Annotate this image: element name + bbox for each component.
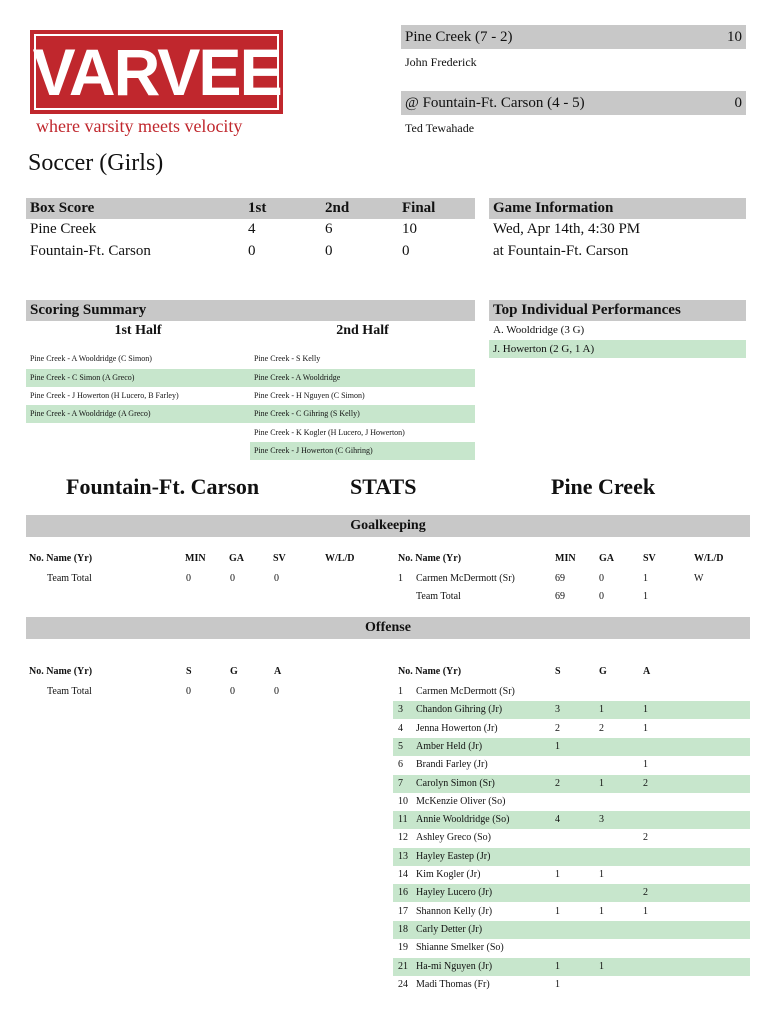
off-total-a: 0 [274, 686, 279, 697]
gk-col-ga: GA [229, 553, 244, 564]
player-name: Chandon Gihring (Jr) [416, 704, 503, 716]
goal-entry: Pine Creek - K Kogler (H Lucero, J Howerton) [254, 428, 405, 437]
gk-col-ga: GA [599, 553, 614, 564]
player-assists: 2 [643, 887, 648, 899]
first-half-title: 1st Half [114, 323, 162, 338]
game-info-header: Game Information [489, 198, 746, 219]
table-row [393, 958, 750, 976]
gk-player-ga: 0 [599, 573, 604, 584]
off-col-g: G [230, 666, 238, 677]
player-name: Carolyn Simon (Sr) [416, 777, 495, 789]
table-row [393, 683, 750, 701]
table-row [393, 829, 750, 847]
goal-entry: Pine Creek - J Howerton (C Gihring) [250, 442, 475, 460]
player-number: 18 [398, 923, 408, 935]
top-performances-header: Top Individual Performances [489, 300, 746, 321]
goal-entry: Pine Creek - A Wooldridge (C Simon) [30, 354, 152, 363]
table-row [393, 720, 750, 738]
team-score: 10 [727, 28, 742, 45]
goalkeeping-section-header: Goalkeeping [26, 515, 750, 537]
home-team-stats-title: Pine Creek [551, 474, 656, 499]
player-goals: 1 [599, 905, 604, 917]
off-total-name: Team Total [47, 686, 92, 697]
player-number: 4 [398, 722, 403, 734]
player-number: 24 [398, 978, 408, 990]
game-location: at Fountain-Ft. Carson [493, 243, 629, 259]
player-shots: 1 [555, 978, 560, 990]
stats-title: STATS [350, 474, 417, 499]
player-assists: 1 [643, 722, 648, 734]
gk-col-sv: SV [273, 553, 286, 564]
gk-total-ga: 0 [230, 573, 235, 584]
table-row [393, 848, 750, 866]
player-name: Shannon Kelly (Jr) [416, 905, 493, 917]
gk-col-name: No. Name (Yr) [29, 553, 93, 564]
goal-entry: Pine Creek - A Wooldridge [250, 369, 475, 387]
gk-total-ga: 0 [599, 591, 604, 602]
table-row [393, 701, 750, 719]
performance-item: A. Wooldridge (3 G) [493, 324, 585, 336]
player-shots: 1 [555, 740, 560, 752]
player-name: Kim Kogler (Jr) [416, 869, 481, 880]
player-number: 10 [398, 795, 408, 807]
goal-entry: Pine Creek - C Gihring (S Kelly) [250, 405, 475, 423]
box-score-row [26, 243, 475, 264]
gk-player-name: Carmen McDermott (Sr) [416, 573, 515, 584]
second-half-title: 2nd Half [336, 323, 389, 338]
player-number: 1 [398, 686, 403, 697]
half1-score: 4 [248, 221, 256, 237]
team-coach: John Frederick [405, 55, 477, 69]
off-col-a: A [274, 666, 282, 677]
off-col-a: A [643, 666, 651, 677]
table-row [393, 884, 750, 902]
gk-col-min: MIN [185, 553, 206, 564]
off-col-s: S [555, 666, 561, 677]
gk-col-sv: SV [643, 553, 656, 564]
player-goals: 2 [599, 722, 604, 734]
final-score: 0 [402, 243, 410, 259]
player-name: Amber Held (Jr) [416, 740, 483, 752]
team-label: Pine Creek (7 - 2) [405, 28, 513, 45]
player-number: 5 [398, 740, 403, 752]
team-label: @ Fountain-Ft. Carson (4 - 5) [405, 94, 585, 111]
away-team-stats-title: Fountain-Ft. Carson [66, 474, 260, 499]
player-name: Carly Detter (Jr) [416, 923, 483, 935]
gk-total-name: Team Total [416, 591, 461, 602]
goal-entry: Pine Creek - H Nguyen (C Simon) [254, 391, 365, 400]
team-score-bar-away [401, 91, 746, 115]
box-score-title: Box Score [30, 200, 95, 216]
player-number: 16 [398, 887, 408, 899]
offense-section-header: Offense [26, 617, 750, 639]
player-number: 6 [398, 759, 403, 771]
team-name: Fountain-Ft. Carson [30, 243, 151, 259]
player-number: 21 [398, 960, 408, 972]
table-row [393, 756, 750, 774]
player-number: 14 [398, 869, 408, 880]
gk-total-sv: 0 [274, 573, 279, 584]
team-score-bar-home [401, 25, 746, 49]
table-row [393, 976, 750, 994]
game-date: Wed, Apr 14th, 4:30 PM [493, 221, 641, 237]
box-score-row [26, 221, 475, 242]
player-name: Hayley Eastep (Jr) [416, 850, 491, 862]
player-name: Brandi Farley (Jr) [416, 759, 488, 771]
player-name: Jenna Howerton (Jr) [416, 722, 498, 734]
goal-entry: Pine Creek - C Simon (A Greco) [26, 369, 250, 387]
col-2nd: 2nd [325, 200, 350, 216]
player-assists: 2 [643, 777, 648, 789]
goal-entry: Pine Creek - S Kelly [254, 354, 321, 363]
off-col-name: No. Name (Yr) [398, 666, 462, 677]
player-number: 11 [398, 814, 408, 826]
gk-total-name: Team Total [47, 573, 92, 584]
player-shots: 1 [555, 960, 560, 972]
table-row [393, 811, 750, 829]
player-assists: 1 [643, 759, 648, 771]
goal-entry: Pine Creek - A Wooldridge (A Greco) [26, 405, 250, 423]
gk-col-wld: W/L/D [325, 553, 355, 564]
player-number: 19 [398, 942, 408, 954]
table-row [393, 903, 750, 921]
table-row [393, 939, 750, 957]
player-name: Madi Thomas (Fr) [416, 978, 490, 990]
team-coach: Ted Tewahade [405, 121, 475, 135]
player-name: Shianne Smelker (So) [416, 942, 504, 954]
player-name: McKenzie Oliver (So) [416, 795, 506, 807]
col-final: Final [402, 200, 436, 216]
player-shots: 2 [555, 777, 560, 789]
varvee-logo[interactable] [30, 30, 283, 114]
half1-score: 0 [248, 243, 256, 259]
col-1st: 1st [248, 200, 267, 216]
player-number: 3 [398, 704, 403, 716]
table-row [393, 775, 750, 793]
player-number: 7 [398, 777, 403, 789]
gk-player-sv: 1 [643, 573, 648, 584]
off-total-s: 0 [186, 686, 191, 697]
gk-player-no: 1 [398, 573, 403, 584]
player-name: Annie Wooldridge (So) [416, 814, 510, 826]
table-row [393, 866, 750, 884]
gk-col-min: MIN [555, 553, 576, 564]
gk-total-sv: 1 [643, 591, 648, 602]
player-name: Carmen McDermott (Sr) [416, 686, 515, 697]
player-shots: 1 [555, 869, 560, 880]
player-name: Ha-mi Nguyen (Jr) [416, 960, 493, 972]
logo-tagline: where varsity meets velocity [36, 116, 243, 136]
table-row [393, 793, 750, 811]
logo-frame [34, 34, 279, 110]
scoring-summary-header: Scoring Summary [26, 300, 475, 321]
player-shots: 4 [555, 814, 560, 826]
team-name: Pine Creek [30, 221, 97, 237]
gk-col-name: No. Name (Yr) [398, 553, 462, 564]
player-shots: 1 [555, 905, 560, 917]
player-goals: 1 [599, 704, 604, 716]
player-number: 13 [398, 850, 408, 862]
player-goals: 1 [599, 777, 604, 789]
logo-wordmark: VARVEE [32, 35, 281, 109]
player-goals: 3 [599, 814, 604, 826]
gk-total-min: 69 [555, 591, 565, 602]
off-col-s: S [186, 666, 192, 677]
player-name: Ashley Greco (So) [416, 832, 491, 844]
player-assists: 1 [643, 905, 648, 917]
player-assists: 2 [643, 832, 648, 844]
off-col-g: G [599, 666, 607, 677]
gk-col-wld: W/L/D [694, 553, 724, 564]
gk-total-min: 0 [186, 573, 191, 584]
final-score: 10 [402, 221, 417, 237]
player-shots: 3 [555, 704, 560, 716]
player-goals: 1 [599, 869, 604, 880]
player-shots: 2 [555, 722, 560, 734]
performance-item: J. Howerton (2 G, 1 A) [489, 340, 746, 358]
half2-score: 0 [325, 243, 333, 259]
player-number: 17 [398, 905, 408, 917]
off-total-g: 0 [230, 686, 235, 697]
table-row [393, 921, 750, 939]
player-assists: 1 [643, 704, 648, 716]
player-name: Hayley Lucero (Jr) [416, 887, 493, 899]
gk-player-min: 69 [555, 573, 565, 584]
page-title: Soccer (Girls) [28, 150, 164, 176]
team-score: 0 [734, 94, 742, 111]
box-score-header [26, 198, 475, 219]
player-goals: 1 [599, 960, 604, 972]
goal-entry: Pine Creek - J Howerton (H Lucero, B Farley) [30, 391, 179, 400]
off-col-name: No. Name (Yr) [29, 666, 93, 677]
player-number: 12 [398, 832, 408, 844]
half2-score: 6 [325, 221, 333, 237]
gk-player-wld: W [694, 573, 704, 584]
table-row [393, 738, 750, 756]
